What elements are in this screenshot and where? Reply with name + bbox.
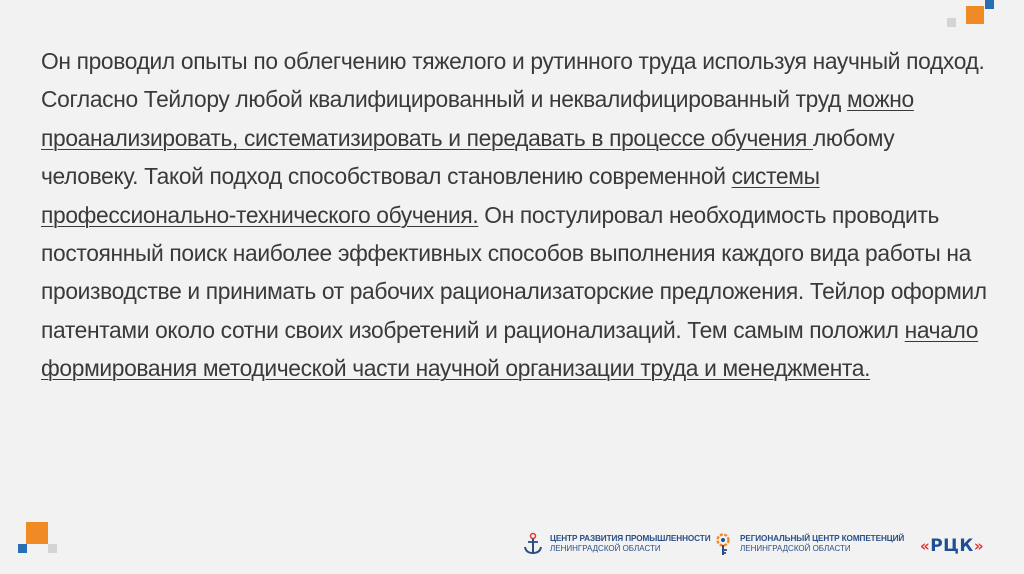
body-paragraph	[41, 42, 991, 388]
decorative-square-orange	[966, 6, 984, 24]
decorative-square-gray	[947, 18, 956, 27]
logo-subtitle: ЛЕНИНГРАДСКОЙ ОБЛАСТИ	[740, 544, 851, 553]
underlined-phrase: системы профессионально-технического обучения.	[41, 163, 820, 228]
text-segment: любому человеку. Такой подход способствовал становлению современной	[41, 124, 895, 190]
industry-center-logo	[522, 532, 710, 556]
logo-title: ЦЕНТР РАЗВИТИЯ ПРОМЫШЛЕННОСТИ	[550, 534, 711, 543]
anchor-icon	[522, 532, 544, 556]
logo-title: РЕГИОНАЛЬНЫЙ ЦЕНТР КОМПЕТЕНЦИЙ	[740, 534, 905, 543]
chevron-left-icon: «	[920, 537, 931, 555]
gear-key-icon	[712, 532, 734, 556]
decorative-square-orange	[26, 522, 48, 544]
logo-subtitle: ЛЕНИНГРАДСКОЙ ОБЛАСТИ	[550, 544, 661, 553]
text-segment: Он проводил опыты по облегчению тяжелого и рутинного труда используя научный подход. Согласно Тейлору любой квалифицированный и неквалифицированный труд	[41, 48, 985, 113]
underlined-phrase: начало формирования методической части научной организации труда и менеджмента.	[41, 316, 979, 382]
underlined-phrase: можно проанализировать, систематизировать и передавать в процессе обучения	[41, 86, 914, 151]
decorative-square-blue	[18, 544, 27, 553]
competence-center-logo	[712, 532, 904, 556]
decorative-square-gray	[48, 544, 57, 553]
chevron-right-icon: »	[973, 537, 985, 555]
decorative-square-blue	[985, 0, 994, 9]
rck-wordmark: РЦК	[930, 536, 974, 556]
rck-logo	[920, 536, 984, 556]
text-segment: Он постулировал необходимость проводить постоянный поиск наиболее эффективных способов выполнения каждого вида работы на производстве и принимать от рабочих рационализаторские предложения. Тейлор оформил патентами около сотни своих изобретений и рационализаций. Тем самым положил	[41, 201, 987, 343]
